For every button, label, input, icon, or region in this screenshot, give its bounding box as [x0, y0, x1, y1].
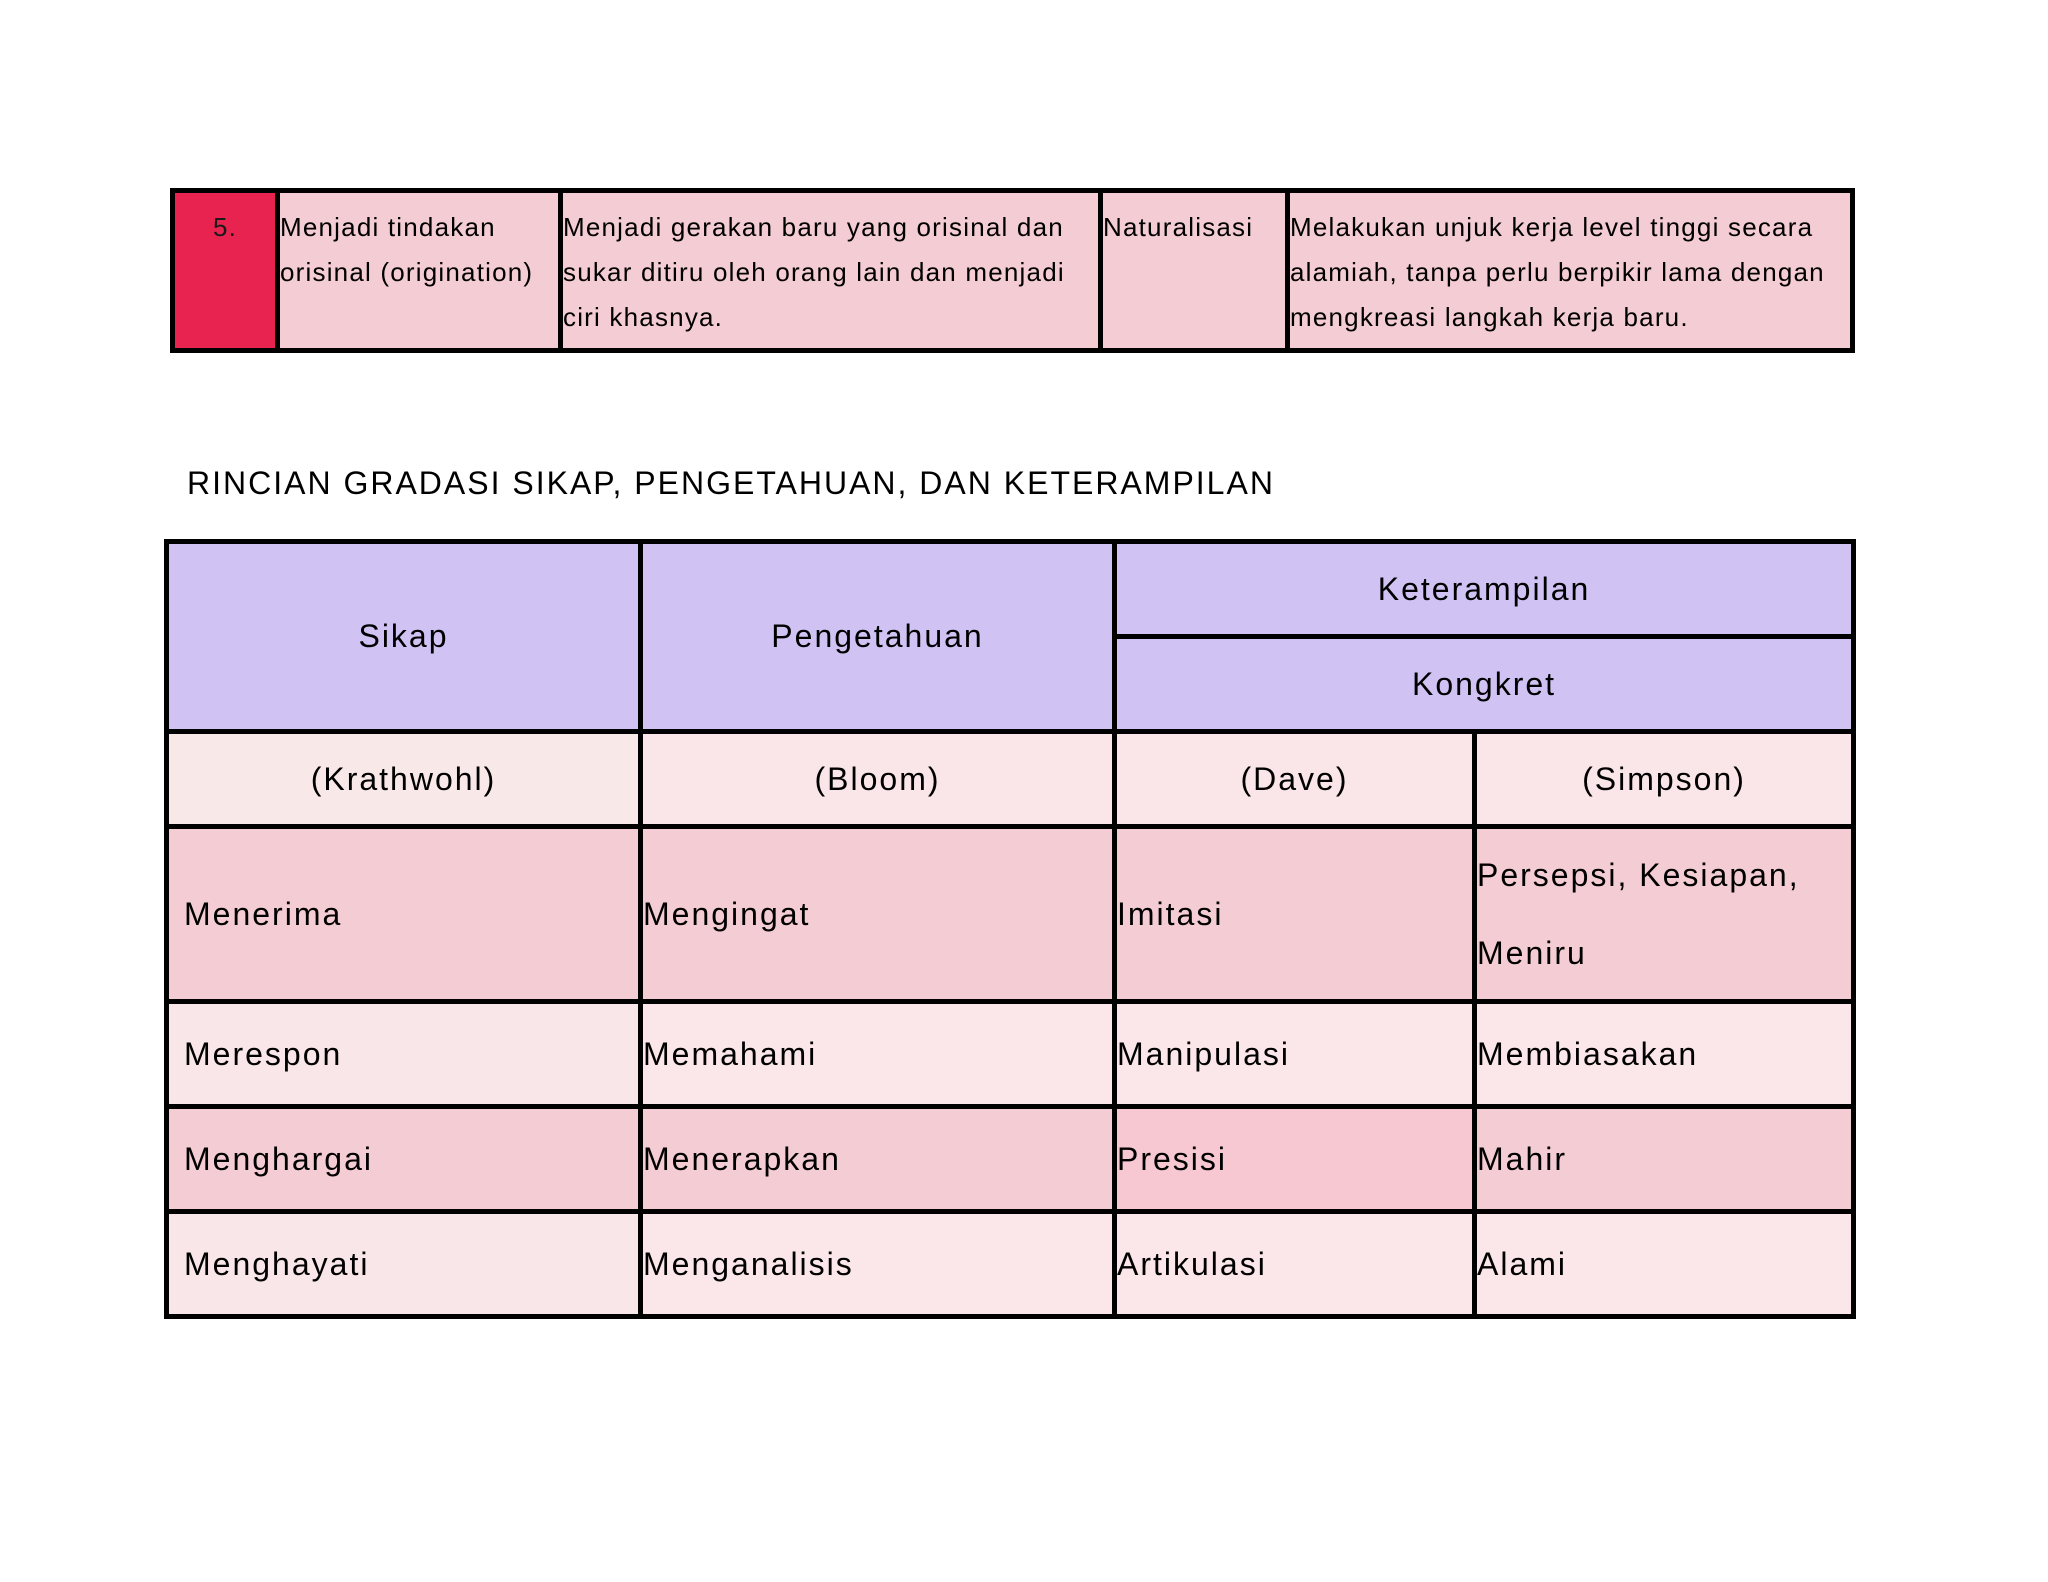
table-cell: Menerima — [167, 827, 641, 1002]
table-cell: Menghargai — [167, 1107, 641, 1212]
table-cell: Presisi — [1115, 1107, 1475, 1212]
table-cell: Menganalisis — [641, 1212, 1115, 1317]
table-cell: Menghayati — [167, 1212, 641, 1317]
table-cell: Merespon — [167, 1002, 641, 1107]
header-pengetahuan: Pengetahuan — [641, 542, 1115, 732]
table-row — [173, 191, 1853, 351]
table-cell: Mengingat — [641, 827, 1115, 1002]
subheader-krathwohl: (Krathwohl) — [167, 732, 641, 827]
table-cell: Alami — [1475, 1212, 1854, 1317]
table-cell: Menerapkan — [641, 1107, 1115, 1212]
table-cell: Melakukan unjuk kerja level tinggi secara alamiah, tanpa perlu berpikir lama dengan mengkreasi langkah kerja baru. — [1288, 191, 1853, 351]
gradasi-table — [164, 539, 1856, 1319]
table-cell: Manipulasi — [1115, 1002, 1475, 1107]
header-sikap: Sikap — [167, 542, 641, 732]
table-cell: Naturalisasi — [1101, 191, 1288, 351]
subheader-bloom: (Bloom) — [641, 732, 1115, 827]
table-row — [167, 1212, 1854, 1317]
table-row — [167, 1107, 1854, 1212]
subheader-simpson: (Simpson) — [1475, 732, 1854, 827]
table-row — [167, 827, 1854, 1002]
table-cell: Persepsi, Kesiapan, Meniru — [1475, 827, 1854, 1002]
header-keterampilan: Keterampilan — [1115, 542, 1854, 637]
header-kongkret: Kongkret — [1115, 637, 1854, 732]
table-cell: Menjadi tindakan orisinal (origination) — [278, 191, 561, 351]
table-cell: Artikulasi — [1115, 1212, 1475, 1317]
row-number: 5. — [173, 191, 278, 351]
section-title: RINCIAN GRADASI SIKAP, PENGETAHUAN, DAN KETERAMPILAN — [187, 465, 1275, 501]
subheader-row — [167, 732, 1854, 827]
table-cell: Memahami — [641, 1002, 1115, 1107]
table-cell: Menjadi gerakan baru yang orisinal dan sukar ditiru oleh orang lain dan menjadi ciri khasnya. — [561, 191, 1101, 351]
top-table — [170, 188, 1855, 353]
table-cell: Mahir — [1475, 1107, 1854, 1212]
table-cell: Imitasi — [1115, 827, 1475, 1002]
table-row — [167, 1002, 1854, 1107]
table-cell: Membiasakan — [1475, 1002, 1854, 1107]
header-row — [167, 542, 1854, 637]
subheader-dave: (Dave) — [1115, 732, 1475, 827]
